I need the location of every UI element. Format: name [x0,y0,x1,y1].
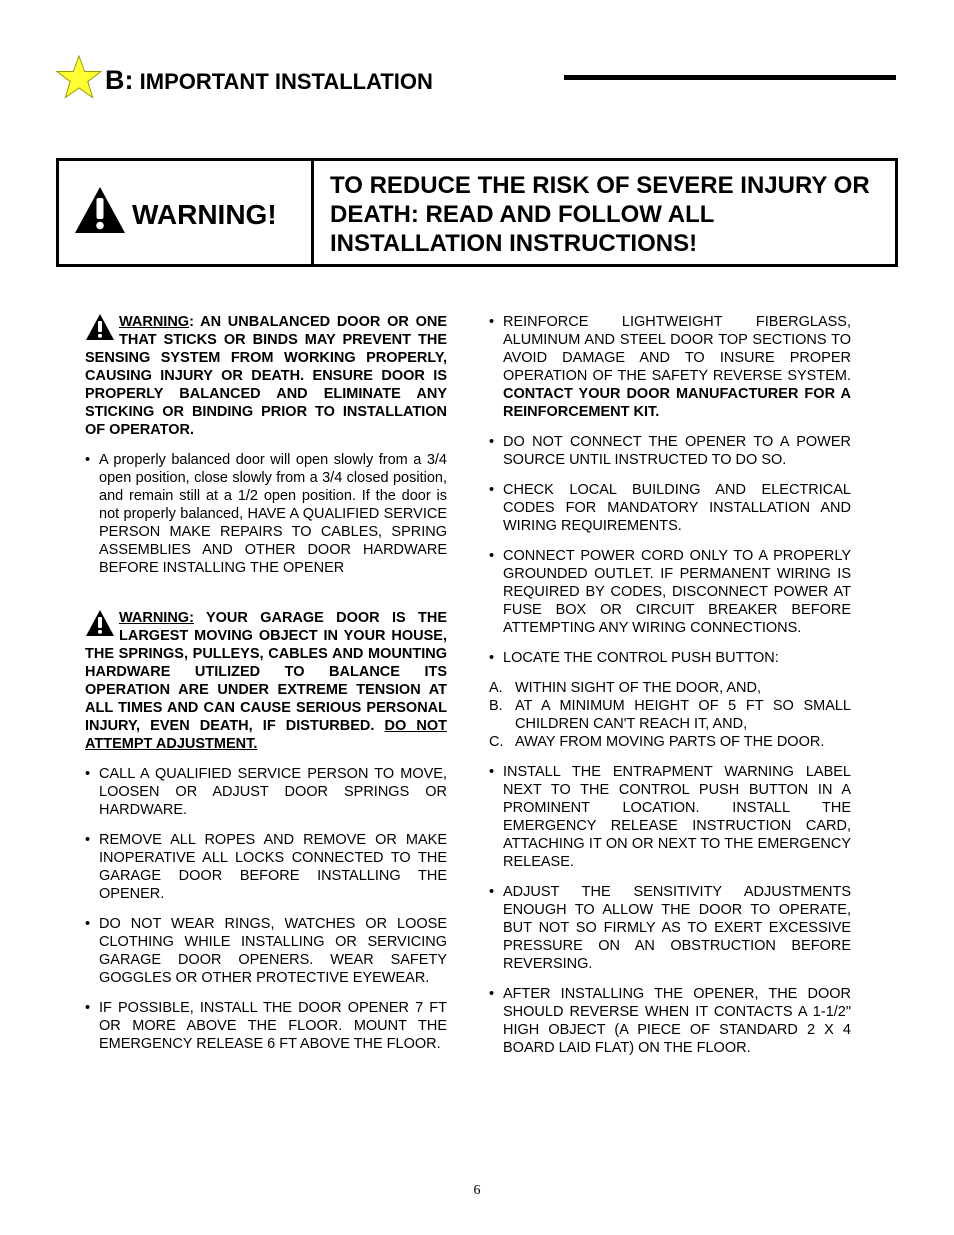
list-item: • LOCATE THE CONTROL PUSH BUTTON: [489,649,851,667]
warning-triangle-icon [74,186,126,234]
lettered-item [489,679,851,697]
lettered-item-text: AWAY FROM MOVING PARTS OF THE DOOR. [515,734,825,750]
list-item-reinforce [489,313,851,421]
section-letter: B: [105,65,134,95]
lettered-item [489,697,851,733]
warning-triangle-icon [85,313,115,341]
warning-triangle-icon [85,609,115,637]
list-item: • CALL A QUALIFIED SERVICE PERSON TO MOVE, LOOSEN OR ADJUST DOOR SPRINGS OR HARDWARE. [85,765,447,819]
list-item-text: REINFORCE LIGHTWEIGHT FIBERGLASS, ALUMINUM AND STEEL DOOR TOP SECTIONS TO AVOID DAMAGE AND TO INSURE PROPER OPERATION OF THE SAFETY REVERSE SYSTEM. [503,314,851,384]
warning-text: YOUR GARAGE DOOR IS THE LARGEST MOVING OBJECT IN YOUR HOUSE, THE SPRINGS, PULLEYS, CABLES AND MOUNTING HARDWARE UTILIZED TO BALANCE ITS OPERATION ARE UNDER EXTREME TENSION AT ALL TIMES AND CAN CAUSE SERIOUS PERSONAL INJURY, EVEN DEATH, IF DISTURBED. [85,610,447,734]
lettered-item-text: AT A MINIMUM HEIGHT OF 5 FT SO SMALL CHILDREN CAN'T REACH IT, AND, [515,698,851,732]
warning-garage-door [85,609,447,753]
warning-unbalanced-door [85,313,447,439]
section-title [105,65,433,96]
right-column [489,313,851,1057]
list-item: • ADJUST THE SENSITIVITY ADJUSTMENTS ENOUGH TO ALLOW THE DOOR TO OPERATE, BUT NOT SO FIRMLY AS TO EXERT EXCESSIVE PRESSURE ON AN OBSTRUCTION BEFORE REVERSING. [489,883,851,973]
list-item: • CHECK LOCAL BUILDING AND ELECTRICAL CODES FOR MANDATORY INSTALLATION AND WIRING REQUIREMENTS. [489,481,851,535]
list-item: • AFTER INSTALLING THE OPENER, THE DOOR SHOULD REVERSE WHEN IT CONTACTS A 1-1/2" HIGH OBJECT (A PIECE OF STANDARD 2 X 4 BOARD LAID FLAT) ON THE FLOOR. [489,985,851,1057]
section-title-text: IMPORTANT INSTALLATION [139,69,433,94]
lettered-item-letter: B. [489,698,503,714]
list-item-bold-text: CONTACT YOUR DOOR MANUFACTURER FOR A REINFORCEMENT KIT. [503,386,851,420]
warning-label: WARNING! [132,199,277,230]
page-number: 6 [473,1183,481,1198]
list-item: • CONNECT POWER CORD ONLY TO A PROPERLY GROUNDED OUTLET. IF PERMANENT WIRING IS REQUIRED BY CODES, DISCONNECT POWER AT FUSE BOX OR CIRCUIT BREAKER BEFORE ATTEMPTING ANY WIRING CONNECTIONS. [489,547,851,637]
list-item: • IF POSSIBLE, INSTALL THE DOOR OPENER 7 FT OR MORE ABOVE THE FLOOR. MOUNT THE EMERGENCY RELEASE 6 FT ABOVE THE FLOOR. [85,999,447,1053]
warning-text: : AN UNBALANCED DOOR OR ONE THAT STICKS OR BINDS MAY PREVENT THE SENSING SYSTEM FROM WORKING PROPERLY, CAUSING INJURY OR DEATH. ENSURE DOOR IS PROPERLY BALANCED AND ELIMINATE ANY STICKING OR BINDING PRIOR TO INSTALLATION OF OPERATOR. [85,314,447,438]
warning-emphasis: DO NOT ATTEMPT ADJUSTMENT. [85,718,447,752]
list-item: • DO NOT WEAR RINGS, WATCHES OR LOOSE CLOTHING WHILE INSTALLING OR SERVICING GARAGE DOOR OPENERS. WEAR SAFETY GOGGLES OR OTHER PROTECTIVE EYEWEAR. [85,915,447,987]
warning-keyword: WARNING [119,314,190,330]
list-item: • INSTALL THE ENTRAPMENT WARNING LABEL NEXT TO THE CONTROL PUSH BUTTON IN A PROMINENT LOCATION. INSTALL THE EMERGENCY RELEASE INSTRUCTION CARD, ATTACHING IT ON OR NEXT TO THE EMERGENCY RELEASE. [489,763,851,871]
list-item: • DO NOT CONNECT THE OPENER TO A POWER SOURCE UNTIL INSTRUCTED TO DO SO. [489,433,851,469]
warning-box-label-cell [59,161,314,264]
lettered-item-text: WITHIN SIGHT OF THE DOOR, AND, [515,680,761,696]
list-item: • A properly balanced door will open slowly from a 3/4 open position, close slowly from a 3/4 closed position, and remain still at a 1/2 open position. If the door is not properly balanced, HAVE A QUALIFIED SERVICE PERSON MAKE REPAIRS TO CABLES, SPRING ASSEMBLIES AND OTHER DOOR HARDWARE BEFORE INSTALLING THE OPENER [85,451,447,577]
warning-message: TO REDUCE THE RISK OF SEVERE INJURY OR DEATH: READ AND FOLLOW ALL INSTALLATION INSTRUCTIONS! [330,172,870,257]
header-rule [564,75,896,80]
section-header [56,55,896,105]
lettered-item-letter: C. [489,734,504,750]
lettered-item [489,733,851,751]
list-item: • REMOVE ALL ROPES AND REMOVE OR MAKE INOPERATIVE ALL LOCKS CONNECTED TO THE GARAGE DOOR BEFORE INSTALLING THE OPENER. [85,831,447,903]
left-column [85,313,447,1053]
warning-box [56,158,898,267]
lettered-item-letter: A. [489,680,503,696]
warning-keyword: WARNING: [119,610,194,626]
star-icon [56,55,102,99]
